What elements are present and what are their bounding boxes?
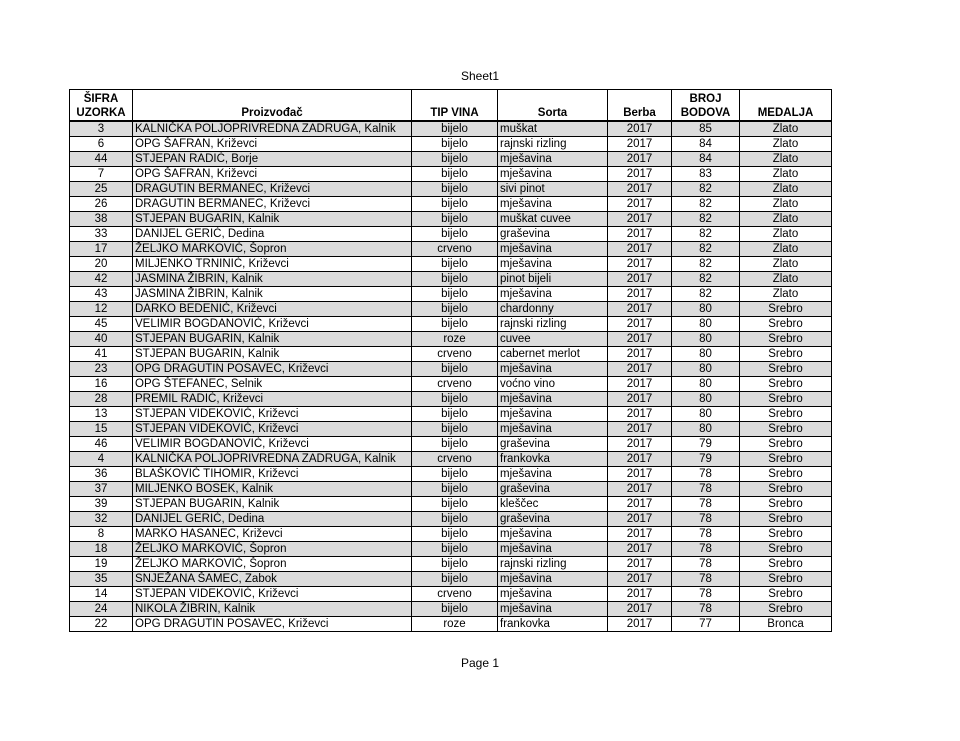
cell-bodovi: 80 [672,422,740,437]
cell-tip-vina: bijelo [412,121,498,137]
cell-proizvodac: JASMINA ŽIBRIN, Kalnik [133,272,412,287]
cell-berba: 2017 [608,167,672,182]
cell-bodovi: 82 [672,257,740,272]
table-row [70,617,832,632]
cell-bodovi: 83 [672,167,740,182]
cell-berba: 2017 [608,602,672,617]
cell-sorta: mješavina [498,167,608,182]
cell-bodovi: 80 [672,362,740,377]
table-row [70,272,832,287]
table-row [70,302,832,317]
cell-sifra: 40 [70,332,133,347]
cell-tip-vina: bijelo [412,527,498,542]
cell-bodovi: 80 [672,302,740,317]
cell-bodovi: 80 [672,317,740,332]
cell-sifra: 45 [70,317,133,332]
cell-proizvodac: OPG ŠTEFANEC, Selnik [133,377,412,392]
cell-tip-vina: bijelo [412,257,498,272]
cell-tip-vina: bijelo [412,557,498,572]
table-row [70,212,832,227]
cell-sifra: 15 [70,422,133,437]
cell-sifra: 38 [70,212,133,227]
column-header-sifra-uzorka: ŠIFRA UZORKA [70,90,133,122]
table-row [70,392,832,407]
cell-medalja: Zlato [740,121,832,137]
cell-sifra: 13 [70,407,133,422]
cell-proizvodac: SNJEŽANA ŠAMEC, Zabok [133,572,412,587]
cell-medalja: Srebro [740,347,832,362]
cell-medalja: Srebro [740,317,832,332]
cell-sorta: mješavina [498,422,608,437]
cell-berba: 2017 [608,332,672,347]
cell-medalja: Bronca [740,617,832,632]
cell-sifra: 25 [70,182,133,197]
column-header-berba: Berba [608,90,672,122]
cell-tip-vina: crveno [412,377,498,392]
table-row [70,602,832,617]
cell-medalja: Zlato [740,197,832,212]
cell-tip-vina: bijelo [412,212,498,227]
cell-sorta: cuvee [498,332,608,347]
cell-proizvodac: OPG ŠAFRAN, Križevci [133,137,412,152]
cell-tip-vina: roze [412,617,498,632]
cell-medalja: Zlato [740,137,832,152]
sheet-title: Sheet1 [460,69,500,83]
column-header-proizvodac: Proizvođač [133,90,412,122]
cell-sifra: 20 [70,257,133,272]
table-row [70,422,832,437]
table-row [70,557,832,572]
cell-berba: 2017 [608,227,672,242]
cell-sifra: 12 [70,302,133,317]
cell-bodovi: 79 [672,452,740,467]
cell-medalja: Srebro [740,527,832,542]
cell-sorta: sivi pinot [498,182,608,197]
cell-sifra: 7 [70,167,133,182]
cell-sorta: pinot bijeli [498,272,608,287]
cell-proizvodac: MILJENKO BOSEK, Kalnik [133,482,412,497]
cell-sorta: voćno vino [498,377,608,392]
cell-tip-vina: bijelo [412,422,498,437]
cell-berba: 2017 [608,287,672,302]
table-row [70,377,832,392]
table-row [70,407,832,422]
table-row [70,482,832,497]
cell-proizvodac: STJEPAN BUGARIN, Kalnik [133,347,412,362]
cell-medalja: Srebro [740,452,832,467]
cell-bodovi: 80 [672,347,740,362]
cell-sorta: chardonny [498,302,608,317]
cell-berba: 2017 [608,257,672,272]
cell-tip-vina: bijelo [412,572,498,587]
cell-berba: 2017 [608,422,672,437]
cell-sifra: 23 [70,362,133,377]
cell-berba: 2017 [608,212,672,227]
cell-bodovi: 82 [672,212,740,227]
cell-tip-vina: bijelo [412,302,498,317]
cell-tip-vina: crveno [412,587,498,602]
cell-medalja: Zlato [740,272,832,287]
column-header-sorta: Sorta [498,90,608,122]
cell-tip-vina: bijelo [412,167,498,182]
cell-proizvodac: PREMIL RADIĆ, Križevci [133,392,412,407]
cell-sifra: 43 [70,287,133,302]
cell-sifra: 42 [70,272,133,287]
table-body [70,121,832,632]
cell-bodovi: 80 [672,407,740,422]
cell-proizvodac: DANIJEL GERIĆ, Dedina [133,227,412,242]
page-footer: Page 1 [460,656,500,670]
cell-berba: 2017 [608,512,672,527]
cell-tip-vina: crveno [412,452,498,467]
cell-sorta: rajnski rizling [498,137,608,152]
table-row [70,197,832,212]
table-row [70,467,832,482]
cell-bodovi: 82 [672,272,740,287]
cell-tip-vina: bijelo [412,512,498,527]
cell-proizvodac: MARKO HASANEC, Križevci [133,527,412,542]
cell-tip-vina: bijelo [412,137,498,152]
cell-tip-vina: bijelo [412,227,498,242]
cell-sorta: mješavina [498,527,608,542]
cell-proizvodac: ŽELJKO MARKOVIĆ, Šopron [133,242,412,257]
header-row [70,90,832,122]
cell-medalja: Srebro [740,377,832,392]
cell-berba: 2017 [608,317,672,332]
cell-proizvodac: DARKO BEDENIĆ, Križevci [133,302,412,317]
cell-sifra: 6 [70,137,133,152]
cell-sifra: 24 [70,602,133,617]
table-row [70,362,832,377]
cell-medalja: Srebro [740,482,832,497]
cell-proizvodac: OPG ŠAFRAN, Križevci [133,167,412,182]
cell-medalja: Srebro [740,437,832,452]
cell-medalja: Zlato [740,152,832,167]
cell-sifra: 17 [70,242,133,257]
cell-bodovi: 82 [672,242,740,257]
cell-tip-vina: bijelo [412,317,498,332]
cell-sorta: mješavina [498,257,608,272]
cell-tip-vina: bijelo [412,182,498,197]
cell-medalja: Srebro [740,572,832,587]
table-row [70,317,832,332]
cell-proizvodac: ŽELJKO MARKOVIĆ, Šopron [133,542,412,557]
cell-sorta: kleščec [498,497,608,512]
cell-medalja: Zlato [740,227,832,242]
cell-proizvodac: DRAGUTIN BERMANEC, Križevci [133,197,412,212]
cell-sorta: mješavina [498,407,608,422]
cell-proizvodac: VELIMIR BOGDANOVIĆ, Križevci [133,317,412,332]
cell-medalja: Srebro [740,542,832,557]
cell-sorta: mješavina [498,572,608,587]
cell-tip-vina: bijelo [412,362,498,377]
table-row [70,227,832,242]
cell-medalja: Zlato [740,167,832,182]
cell-bodovi: 78 [672,497,740,512]
cell-proizvodac: DANIJEL GERIĆ, Dedina [133,512,412,527]
cell-sifra: 32 [70,512,133,527]
table-row [70,332,832,347]
cell-berba: 2017 [608,302,672,317]
cell-bodovi: 78 [672,602,740,617]
cell-sifra: 26 [70,197,133,212]
cell-sorta: mješavina [498,197,608,212]
cell-sorta: mješavina [498,392,608,407]
cell-bodovi: 80 [672,332,740,347]
cell-sifra: 16 [70,377,133,392]
cell-sifra: 46 [70,437,133,452]
cell-berba: 2017 [608,347,672,362]
cell-sorta: mješavina [498,587,608,602]
cell-medalja: Srebro [740,362,832,377]
cell-medalja: Srebro [740,587,832,602]
cell-proizvodac: OPG DRAGUTIN POSAVEC, Križevci [133,617,412,632]
cell-bodovi: 85 [672,121,740,137]
cell-bodovi: 78 [672,467,740,482]
cell-bodovi: 78 [672,572,740,587]
cell-sorta: mješavina [498,287,608,302]
cell-tip-vina: bijelo [412,392,498,407]
cell-tip-vina: bijelo [412,497,498,512]
cell-tip-vina: bijelo [412,407,498,422]
table-row [70,512,832,527]
cell-bodovi: 78 [672,542,740,557]
cell-tip-vina: bijelo [412,542,498,557]
table-row [70,572,832,587]
cell-proizvodac: MILJENKO TRNINIĆ, Križevci [133,257,412,272]
cell-tip-vina: bijelo [412,197,498,212]
cell-tip-vina: bijelo [412,272,498,287]
cell-berba: 2017 [608,197,672,212]
cell-bodovi: 82 [672,197,740,212]
cell-medalja: Srebro [740,332,832,347]
cell-sifra: 14 [70,587,133,602]
cell-tip-vina: bijelo [412,287,498,302]
cell-bodovi: 80 [672,377,740,392]
cell-sifra: 3 [70,121,133,137]
cell-medalja: Srebro [740,467,832,482]
cell-bodovi: 82 [672,287,740,302]
cell-bodovi: 79 [672,437,740,452]
cell-tip-vina: roze [412,332,498,347]
table-row [70,527,832,542]
cell-medalja: Srebro [740,392,832,407]
table-row [70,257,832,272]
cell-bodovi: 82 [672,227,740,242]
cell-medalja: Srebro [740,407,832,422]
cell-proizvodac: VELIMIR BOGDANOVIĆ, Križevci [133,437,412,452]
cell-berba: 2017 [608,407,672,422]
cell-proizvodac: KALNIČKA POLJOPRIVREDNA ZADRUGA, Kalnik [133,452,412,467]
cell-proizvodac: NIKOLA ŽIBRIN, Kalnik [133,602,412,617]
table-row [70,587,832,602]
cell-proizvodac: STJEPAN RADIĆ, Borje [133,152,412,167]
cell-sifra: 35 [70,572,133,587]
cell-sifra: 33 [70,227,133,242]
column-header-tip-vina: TIP VINA [412,90,498,122]
cell-berba: 2017 [608,437,672,452]
cell-medalja: Zlato [740,242,832,257]
cell-medalja: Srebro [740,422,832,437]
cell-sorta: mješavina [498,542,608,557]
cell-medalja: Zlato [740,287,832,302]
cell-proizvodac: JASMINA ŽIBRIN, Kalnik [133,287,412,302]
table-row [70,242,832,257]
table-row [70,167,832,182]
cell-sorta: mješavina [498,467,608,482]
cell-medalja: Zlato [740,212,832,227]
cell-tip-vina: bijelo [412,437,498,452]
cell-sorta: rajnski rizling [498,317,608,332]
cell-medalja: Srebro [740,302,832,317]
cell-bodovi: 78 [672,527,740,542]
cell-proizvodac: STJEPAN BUGARIN, Kalnik [133,332,412,347]
cell-medalja: Srebro [740,602,832,617]
cell-berba: 2017 [608,272,672,287]
table-row [70,347,832,362]
cell-sorta: graševina [498,482,608,497]
results-table [69,89,832,632]
cell-tip-vina: bijelo [412,467,498,482]
cell-proizvodac: STJEPAN VIDEKOVIĆ, Križevci [133,422,412,437]
cell-sorta: rajnski rizling [498,557,608,572]
cell-medalja: Srebro [740,557,832,572]
cell-sifra: 39 [70,497,133,512]
cell-sorta: graševina [498,227,608,242]
cell-tip-vina: bijelo [412,482,498,497]
column-header-medalja: MEDALJA [740,90,832,122]
table-row [70,121,832,137]
cell-sorta: muškat cuvee [498,212,608,227]
cell-berba: 2017 [608,137,672,152]
cell-sifra: 22 [70,617,133,632]
table-row [70,137,832,152]
cell-proizvodac: STJEPAN BUGARIN, Kalnik [133,497,412,512]
cell-sorta: mješavina [498,152,608,167]
cell-medalja: Srebro [740,497,832,512]
table-row [70,182,832,197]
table-row [70,437,832,452]
cell-proizvodac: BLAŠKOVIĆ TIHOMIR, Križevci [133,467,412,482]
table-row [70,152,832,167]
cell-berba: 2017 [608,557,672,572]
cell-berba: 2017 [608,377,672,392]
table-row [70,497,832,512]
cell-sifra: 18 [70,542,133,557]
cell-bodovi: 84 [672,137,740,152]
cell-sorta: mješavina [498,362,608,377]
cell-berba: 2017 [608,121,672,137]
table-row [70,452,832,467]
cell-berba: 2017 [608,362,672,377]
table-row [70,287,832,302]
cell-berba: 2017 [608,152,672,167]
cell-berba: 2017 [608,392,672,407]
cell-sifra: 19 [70,557,133,572]
cell-tip-vina: bijelo [412,602,498,617]
cell-berba: 2017 [608,242,672,257]
cell-bodovi: 77 [672,617,740,632]
cell-sifra: 44 [70,152,133,167]
cell-sorta: frankovka [498,617,608,632]
cell-proizvodac: STJEPAN VIDEKOVIĆ, Križevci [133,587,412,602]
cell-proizvodac: OPG DRAGUTIN POSAVEC, Križevci [133,362,412,377]
cell-proizvodac: ŽELJKO MARKOVIĆ, Šopron [133,557,412,572]
cell-sifra: 4 [70,452,133,467]
cell-proizvodac: STJEPAN BUGARIN, Kalnik [133,212,412,227]
cell-sorta: cabernet merlot [498,347,608,362]
cell-sorta: graševina [498,437,608,452]
cell-bodovi: 84 [672,152,740,167]
cell-tip-vina: crveno [412,347,498,362]
cell-bodovi: 82 [672,182,740,197]
cell-sifra: 28 [70,392,133,407]
cell-bodovi: 78 [672,587,740,602]
cell-bodovi: 78 [672,557,740,572]
cell-bodovi: 78 [672,512,740,527]
cell-medalja: Srebro [740,512,832,527]
cell-berba: 2017 [608,182,672,197]
cell-berba: 2017 [608,482,672,497]
cell-berba: 2017 [608,542,672,557]
cell-sorta: muškat [498,121,608,137]
cell-tip-vina: bijelo [412,152,498,167]
cell-sorta: frankovka [498,452,608,467]
cell-berba: 2017 [608,467,672,482]
column-header-broj-bodova: BROJ BODOVA [672,90,740,122]
cell-berba: 2017 [608,617,672,632]
cell-sorta: graševina [498,512,608,527]
cell-berba: 2017 [608,527,672,542]
table-row [70,542,832,557]
cell-sorta: mješavina [498,602,608,617]
cell-sifra: 8 [70,527,133,542]
cell-bodovi: 78 [672,482,740,497]
cell-sorta: mješavina [498,242,608,257]
cell-medalja: Zlato [740,257,832,272]
cell-tip-vina: crveno [412,242,498,257]
cell-medalja: Zlato [740,182,832,197]
cell-berba: 2017 [608,452,672,467]
cell-proizvodac: DRAGUTIN BERMANEC, Križevci [133,182,412,197]
cell-sifra: 37 [70,482,133,497]
cell-bodovi: 80 [672,392,740,407]
cell-proizvodac: STJEPAN VIDEKOVIĆ, Križevci [133,407,412,422]
cell-proizvodac: KALNIČKA POLJOPRIVREDNA ZADRUGA, Kalnik [133,121,412,137]
cell-berba: 2017 [608,497,672,512]
cell-sifra: 41 [70,347,133,362]
cell-berba: 2017 [608,587,672,602]
cell-sifra: 36 [70,467,133,482]
cell-berba: 2017 [608,572,672,587]
